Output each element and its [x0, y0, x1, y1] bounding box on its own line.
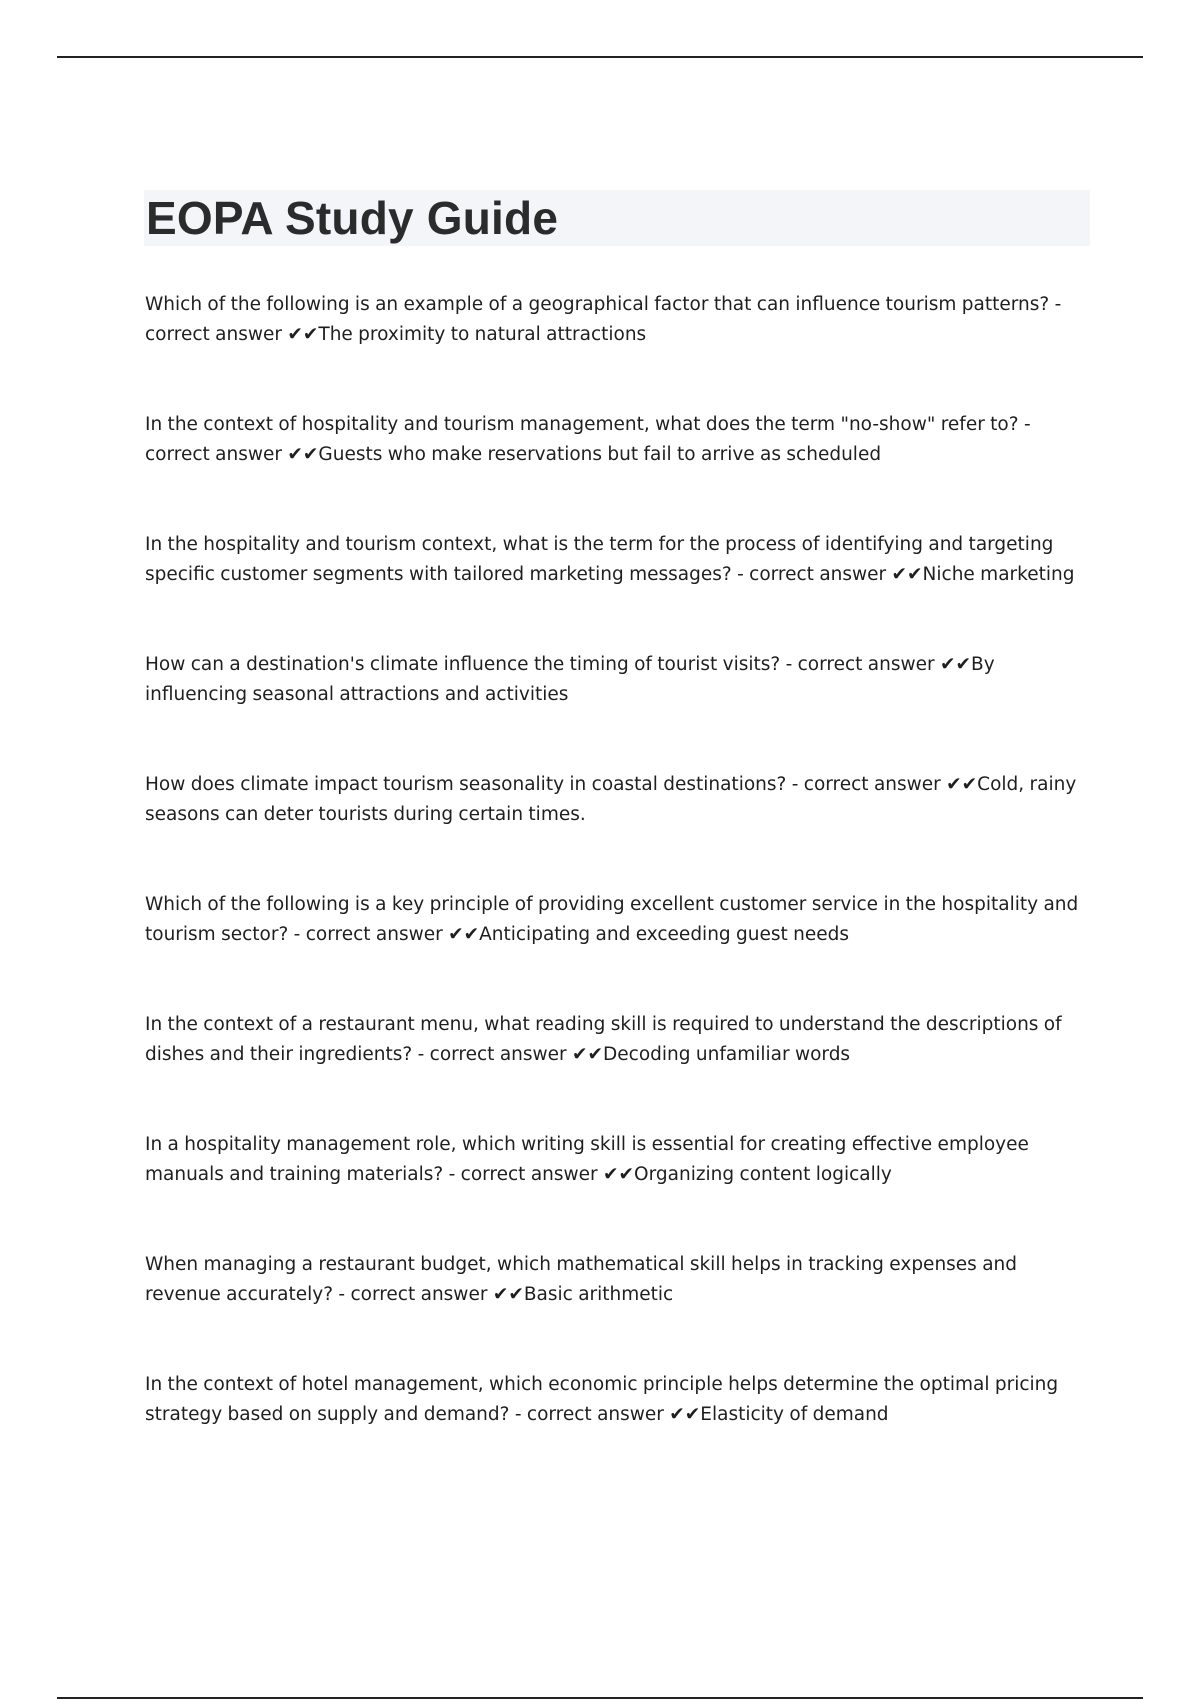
separator: - — [412, 1044, 430, 1065]
check-marks-icon: ✔✔ — [287, 324, 319, 345]
check-marks-icon: ✔✔ — [492, 1284, 524, 1305]
separator: - — [1049, 294, 1062, 315]
question-text: In the context of a restaurant menu, what reading skill is required to understand the descriptions of dishes and their ingredients? — [145, 1014, 1062, 1065]
separator: - — [288, 924, 306, 945]
question-item — [145, 290, 1095, 410]
bottom-rule — [57, 1697, 1143, 1699]
answer-text: Anticipating and exceeding guest needs — [479, 924, 850, 945]
question-item — [145, 1130, 1095, 1250]
separator: - — [509, 1404, 527, 1425]
answer-text: Elasticity of demand — [700, 1404, 889, 1425]
answer-text: By influencing seasonal attractions and activities — [145, 654, 995, 705]
answer-label: correct answer — [526, 1404, 664, 1425]
question-item — [145, 1010, 1095, 1130]
answer-label: correct answer — [460, 1164, 598, 1185]
page-title: EOPA Study Guide — [146, 192, 559, 244]
answer-text: The proximity to natural attractions — [318, 324, 647, 345]
question-text: How can a destination's climate influence the timing of tourist visits? — [145, 654, 781, 675]
answer-label: correct answer — [429, 1044, 567, 1065]
check-marks-icon: ✔✔ — [946, 774, 978, 795]
answer-text: Cold, rainy seasons can deter tourists during certain times. — [145, 774, 1077, 825]
question-item — [145, 530, 1095, 650]
answer-label: correct answer — [803, 774, 941, 795]
answer-text: Organizing content logically — [634, 1164, 892, 1185]
answer-label: correct answer — [145, 444, 282, 465]
answer-text: Guests who make reservations but fail to arrive as scheduled — [318, 444, 882, 465]
question-text: In the context of hotel management, which economic principle helps determine the optimal pricing strategy based on supply and demand? — [145, 1374, 1059, 1425]
check-marks-icon: ✔✔ — [669, 1404, 701, 1425]
question-text: Which of the following is a key principle of providing excellent customer service in the hospitality and tourism sector? — [145, 894, 1079, 945]
answer-label: correct answer — [305, 924, 443, 945]
question-text: Which of the following is an example of a geographical factor that can influence tourism patterns? — [145, 294, 1050, 315]
separator: - — [786, 774, 804, 795]
check-marks-icon: ✔✔ — [287, 444, 319, 465]
answer-label: correct answer — [350, 1284, 488, 1305]
answer-label: correct answer — [145, 324, 282, 345]
separator: - — [731, 564, 750, 585]
answer-text: Niche marketing — [922, 564, 1075, 585]
separator: - — [443, 1164, 461, 1185]
top-rule — [57, 56, 1143, 58]
question-text: In the hospitality and tourism context, what is the term for the process of identifying and targeting specific customer segments with tailored marketing messages? — [145, 534, 1054, 585]
answer-label: correct answer — [749, 564, 887, 585]
check-marks-icon: ✔✔ — [572, 1044, 604, 1065]
answer-label: correct answer — [797, 654, 935, 675]
question-item — [145, 410, 1095, 530]
question-text: In the context of hospitality and tourism management, what does the term "no-show" refer to? — [145, 414, 1019, 435]
question-item — [145, 770, 1095, 890]
answer-text: Decoding unfamiliar words — [603, 1044, 851, 1065]
answer-text: Basic arithmetic — [523, 1284, 674, 1305]
question-item — [145, 890, 1095, 1010]
check-marks-icon: ✔✔ — [891, 564, 923, 585]
check-marks-icon: ✔✔ — [448, 924, 480, 945]
question-text: In a hospitality management role, which writing skill is essential for creating effective employee manuals and training materials? — [145, 1134, 1029, 1185]
question-item — [145, 1370, 1095, 1490]
question-item — [145, 1250, 1095, 1370]
question-text: When managing a restaurant budget, which mathematical skill helps in tracking expenses and revenue accurately? — [145, 1254, 1018, 1305]
question-item — [145, 650, 1095, 770]
question-text: How does climate impact tourism seasonality in coastal destinations? — [145, 774, 787, 795]
separator: - — [333, 1284, 351, 1305]
question-list — [145, 290, 1095, 1490]
check-marks-icon: ✔✔ — [603, 1164, 635, 1185]
check-marks-icon: ✔✔ — [940, 654, 972, 675]
separator: - — [1018, 414, 1031, 435]
separator: - — [780, 654, 798, 675]
